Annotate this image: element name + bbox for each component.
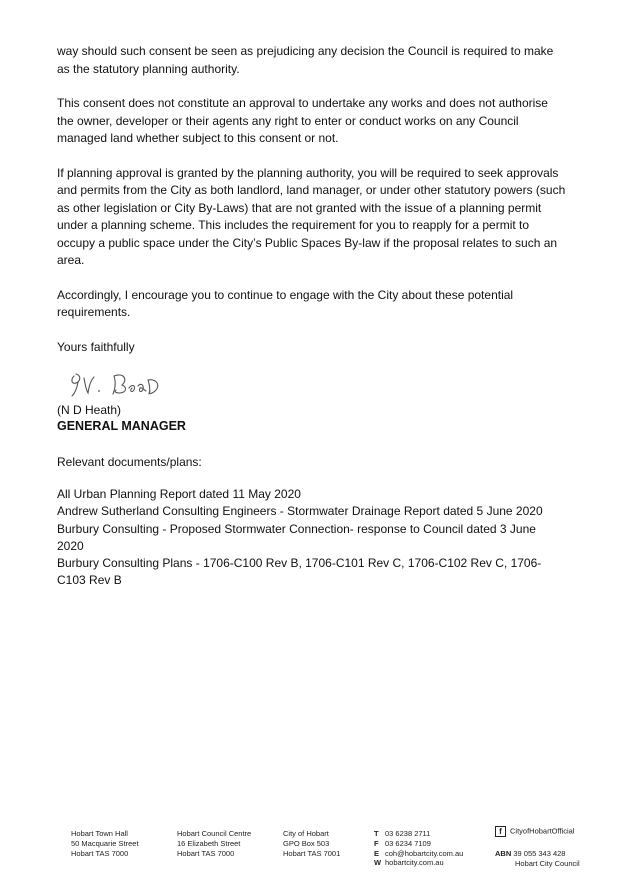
signatory-name: (N D Heath) [57,403,122,417]
document-item: Burbury Consulting - Proposed Stormwater Connection- response to Council dated 3 June 2020 [57,521,536,553]
footer-town-hall [71,829,139,858]
footer-line: Hobart Town Hall [71,829,128,838]
footer-line: Hobart Council Centre [177,829,252,838]
paragraph: Accordingly, I encourage you to continue to engage with the City about these potential requirements. [57,287,514,319]
document-item: Andrew Sutherland Consulting Engineers - Stormwater Drainage Report dated 5 June 2020 [57,504,543,519]
website-link[interactable]: hobartcity.com.au [385,858,444,868]
relevant-documents-label: Relevant documents/plans: [57,455,202,469]
document-item: Burbury Consulting Plans - 1706-C100 Rev B, 1706-C101 Rev C, 1706-C102 Rev C, 1706-C103 Rev B [57,556,542,588]
footer-line: GPO Box 503 [283,838,330,848]
letter-body [57,43,567,373]
footer-line: 50 Macquarie Street [71,838,139,848]
signatory-title: GENERAL MANAGER [57,419,186,433]
abn-value: 39 055 343 428 [513,849,566,858]
organisation-name: Hobart City Council [515,858,580,868]
footer-abn [495,849,580,869]
footer-line: City of Hobart [283,829,329,838]
signatory-block [57,402,186,434]
facebook-icon: f [495,826,506,837]
facebook-handle[interactable]: CityofHobartOfficial [510,826,575,836]
footer-social [495,826,574,837]
closing: Yours faithfully [57,339,135,354]
footer-contact [374,829,463,868]
footer-line: Hobart TAS 7001 [283,848,341,858]
document-item: All Urban Planning Report dated 11 May 2020 [57,487,301,501]
fax-number: 03 6234 7109 [385,838,431,848]
paragraph: way should such consent be seen as prejudicing any decision the Council is required to make as the statutory planning authority. [57,44,554,76]
contact-key: E [374,848,380,858]
handwritten-signature [66,366,176,400]
paragraph: This consent does not constitute an approval to undertake any works and does not authorise the owner, developer or their agents any right to enter or conduct works on any Council managed land whether subject to this consent or not. [57,96,548,145]
phone-number: 03 6238 2711 [385,829,431,838]
abn-label: ABN [495,849,512,858]
contact-key: F [374,838,379,848]
footer-line: 16 Elizabeth Street [177,838,241,848]
contact-key: W [374,858,382,868]
documents-list [57,486,562,590]
paragraph: If planning approval is granted by the planning authority, you will be required to seek approvals and permits from the City as both landlord, land manager, or under other statutory powers (such as other legislation or City By-Laws) that are not granted with the issue of a planning permit under a planning scheme. This includes the requirement for you to reapply for a permit to occupy a public space under the City’s Public Spaces By-law if the proposal relates to such an area. [57,165,566,267]
email-link[interactable]: coh@hobartcity.com.au [385,848,464,858]
footer-postal-address [283,829,340,858]
contact-key: T [374,829,379,838]
footer-line: Hobart TAS 7000 [177,848,235,858]
footer-council-centre [177,829,251,858]
footer-line: Hobart TAS 7000 [71,848,129,858]
